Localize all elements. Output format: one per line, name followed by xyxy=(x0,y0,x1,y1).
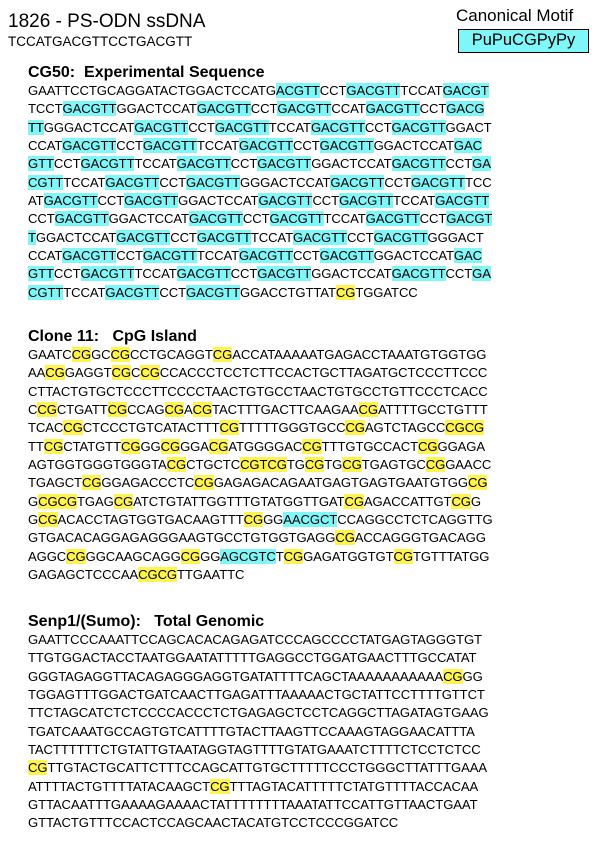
motif-highlight: GA xyxy=(472,266,491,282)
sequence-segment: CCT xyxy=(445,266,473,282)
cpg-highlight: CG xyxy=(243,512,264,528)
sequence-segment: TTGAATTC xyxy=(177,567,245,583)
cpg-highlight: CG xyxy=(120,438,141,454)
sequence-segment: GTTACTGTTTCCACTCCAGCAACTACATGTCCTCCCGGATCC xyxy=(28,815,399,831)
sequence-segment: AA xyxy=(28,365,46,381)
sequence-segment: CCT xyxy=(419,101,447,117)
motif-highlight: GACGTT xyxy=(62,101,117,117)
sequence-line xyxy=(28,741,608,759)
sequence-segment: TGTTTATGG xyxy=(412,548,490,564)
sequence-block xyxy=(28,631,608,833)
sequence-segment: ATCTGTATTGGTTTGTATGGTTGAT xyxy=(133,493,345,509)
motif-label: Canonical Motif xyxy=(456,6,574,25)
motif-highlight: GACGTT xyxy=(319,138,374,154)
motif-highlight: GACGTT xyxy=(62,248,117,264)
motif-highlight: GACGTT xyxy=(365,101,420,117)
motif-highlight: GACGTT xyxy=(142,138,197,154)
cpg-highlight: CG xyxy=(358,402,378,418)
sequence-segment: TCCAT xyxy=(393,193,436,209)
sequence-segment: CCT xyxy=(419,211,447,227)
sequence-segment: CCT xyxy=(28,211,55,227)
sequence-line xyxy=(28,438,608,456)
motif-highlight: AGCGTC xyxy=(220,548,276,564)
sequence-line xyxy=(28,210,608,228)
sequence-line xyxy=(28,265,608,283)
sequence-segment: GGGACTCCAT xyxy=(43,119,135,135)
sequence-segment: CCT xyxy=(364,119,392,135)
sequence-block xyxy=(28,346,608,584)
cpg-highlight: CG xyxy=(111,365,131,381)
motif-highlight: GACGTT xyxy=(257,266,312,282)
cpg-highlight: CG xyxy=(219,420,239,436)
sequence-line xyxy=(28,474,608,492)
sequence-segment: CCT xyxy=(312,193,340,209)
cpg-highlight: CG xyxy=(192,402,213,418)
motif-highlight: GACGTT xyxy=(80,156,135,172)
sequence-segment: G xyxy=(28,493,39,509)
sequence-segment: TTTAGTACATTTTTCTATGTTTTACCACAA xyxy=(229,778,479,794)
sequence-segment: GGA xyxy=(180,438,209,454)
sequence-segment: CCAT xyxy=(331,101,366,117)
sequence-segment: TGAGTGC xyxy=(361,457,426,473)
sequence-segment: TACTTTGACTTCAAGAA xyxy=(212,402,359,418)
oligo-sequence: TCCATGACGTTCCTGACGTT xyxy=(8,34,193,49)
sequence-segment: GGAGACCCTC xyxy=(101,475,195,491)
sequence-segment: CCT xyxy=(250,101,278,117)
sequence-line xyxy=(28,364,608,382)
sequence-segment: GAATC xyxy=(28,347,72,362)
motif-highlight: GACGTT xyxy=(188,211,243,227)
sequence-segment: GC xyxy=(91,347,111,362)
sequence-segment: TGGAGTTTGGACTGATCAACTTGAGATTTAAAAACTGCTATTCCTTTTGTTCT xyxy=(28,687,485,703)
sequence-line xyxy=(28,529,608,547)
sequence-line xyxy=(28,493,608,511)
sequence-line xyxy=(28,723,608,741)
sequence-segment: GGGACT xyxy=(427,229,484,245)
cpg-highlight: CG xyxy=(166,457,187,473)
sequence-segment: AT xyxy=(28,193,44,209)
sequence-line xyxy=(28,511,608,529)
sequence-segment: CCTGCAGGT xyxy=(130,347,213,362)
sequence-segment: CCT xyxy=(292,248,320,264)
section-title: Senp1/(Sumo): Total Genomic xyxy=(28,613,265,630)
motif-highlight: GACGTT xyxy=(277,101,332,117)
cpg-highlight: CG xyxy=(63,420,83,436)
cpg-highlight: CG xyxy=(212,347,233,362)
motif-highlight: GACGTT xyxy=(176,266,231,282)
motif-highlight: GTT xyxy=(28,156,54,172)
sequence-line xyxy=(28,704,608,722)
section-clone11 xyxy=(28,328,608,584)
sequence-segment: GAACC xyxy=(445,457,492,473)
sequence-segment: G xyxy=(470,493,481,509)
sequence-segment: CTGATT xyxy=(56,402,108,418)
sequence-segment: CTCCCTGTCATACTTT xyxy=(82,420,220,436)
sequence-segment: TTCTAGCATCTCTCCCCACCCTCTGAGAGCTCCTCAGGCTTAGATAGTGAAG xyxy=(28,705,489,721)
sequence-segment: CCAG xyxy=(127,402,165,418)
sequence-block xyxy=(28,82,608,302)
sequence-segment: CCT xyxy=(116,248,143,264)
sequence-segment: TCC xyxy=(464,174,492,190)
motif-highlight: GACGTT xyxy=(105,174,160,190)
sequence-segment: ACACCTAGTGGTGACAAGTTT xyxy=(57,512,244,528)
motif-box: PuPuCGPyPy xyxy=(458,29,589,53)
cpg-highlight: CG xyxy=(342,457,362,473)
motif-highlight: GACGTT xyxy=(186,284,240,300)
sequence-segment: CCT xyxy=(230,266,258,282)
cpg-highlight: CG xyxy=(71,347,92,362)
sequence-segment: TTGTACTGCATTCTTTCCAGCATTGTGCTTTTTCCCTGGGCTTATTTGAAA xyxy=(47,760,487,776)
sequence-segment: GAGAGACAGAATGAGTGAGTGAATGTGG xyxy=(213,475,468,491)
motif-highlight: GACGTT xyxy=(43,193,98,209)
cpg-highlight: CG xyxy=(164,402,184,418)
sequence-segment: CCT xyxy=(319,83,347,98)
sequence-segment: ATTTTACTGTTTTATACAAGCT xyxy=(28,778,211,794)
cpg-highlight: CGCG xyxy=(38,493,77,509)
sequence-segment: TG xyxy=(324,457,343,473)
sequence-segment: TACTTTTTTCTGTATTGTAATAGGTAGTTTTGTATGAAATCTTTTCTCCTCTCC xyxy=(28,742,481,758)
motif-highlight: GACGTT xyxy=(411,174,465,190)
cpg-highlight: CG xyxy=(28,760,48,776)
sequence-line xyxy=(28,456,608,474)
sequence-segment: TCCAT xyxy=(196,248,240,264)
cpg-highlight: CG xyxy=(113,493,134,509)
sequence-segment: C xyxy=(28,402,38,418)
motif-highlight: AACGCT xyxy=(283,512,338,528)
motif-highlight: GACGTT xyxy=(239,138,293,154)
cpg-highlight: CG xyxy=(335,284,356,300)
cpg-highlight: CG xyxy=(194,475,214,491)
motif-highlight: GTT xyxy=(28,266,54,282)
sequence-segment: GTTACAATTTGAAAAGAAAACTATTTTTTTTAAATATTCCATTGTTAACTGAAT xyxy=(28,797,478,813)
cpg-highlight: CGTCG xyxy=(240,457,287,473)
sequence-segment: AGACCATTGT xyxy=(363,493,452,509)
sequence-segment: TGGATCC xyxy=(355,284,418,300)
sequence-segment: GG xyxy=(263,512,284,528)
sequence-segment: GGACTCCAT xyxy=(311,266,392,282)
sequence-segment: GAGGT xyxy=(64,365,112,381)
motif-highlight: GAC xyxy=(453,138,482,154)
cpg-highlight: CG xyxy=(43,438,64,454)
sequence-segment: CTGCTC xyxy=(186,457,241,473)
sequence-segment: GAATTCCCAAATTCCAGCACACAGAGATCCCAGCCCCTATGAGTAGGGTGT xyxy=(28,632,482,647)
sequence-segment: CCT xyxy=(159,284,187,300)
section-senp1 xyxy=(28,613,608,833)
motif-highlight: CGTT xyxy=(28,174,64,190)
motif-highlight: GACGTT xyxy=(391,156,446,172)
sequence-line xyxy=(28,566,608,584)
sequence-line xyxy=(28,631,608,649)
cpg-highlight: CG xyxy=(208,438,229,454)
sequence-segment: CCT xyxy=(384,174,411,190)
cpg-highlight: CG xyxy=(283,548,304,564)
sequence-segment: GAGAGCTCCCAA xyxy=(28,567,139,583)
sequence-line xyxy=(28,401,608,419)
sequence-line xyxy=(28,229,608,247)
cpg-highlight: CG xyxy=(210,778,230,794)
sequence-segment: AGGC xyxy=(28,548,67,564)
sequence-segment: CCAT xyxy=(28,138,63,154)
sequence-segment: CCT xyxy=(159,174,187,190)
sequence-segment: G xyxy=(28,512,39,528)
sequence-line xyxy=(28,778,608,796)
motif-highlight: GACGTT xyxy=(214,119,269,135)
motif-highlight: T xyxy=(28,229,36,245)
cpg-highlight: CGCG xyxy=(445,420,485,436)
cpg-highlight: CG xyxy=(180,548,201,564)
sequence-segment: GAGATGGTGT xyxy=(303,548,394,564)
sequence-line xyxy=(28,548,608,566)
cpg-highlight: CG xyxy=(418,438,438,454)
sequence-segment: TCCAT xyxy=(196,138,240,154)
sequence-segment: CTATGTT xyxy=(63,438,121,454)
sequence-segment: CCT xyxy=(230,156,258,172)
motif-highlight: GACGTT xyxy=(391,266,446,282)
sequence-segment: TCCT xyxy=(28,101,63,117)
motif-highlight: GACGTT xyxy=(257,156,312,172)
sequence-segment: CCAT xyxy=(28,248,63,264)
sequence-line xyxy=(28,82,608,100)
sequence-line xyxy=(28,383,608,401)
cpg-highlight: CG xyxy=(140,365,160,381)
sequence-line xyxy=(28,649,608,667)
motif-highlight: GACGTT xyxy=(80,266,135,282)
motif-highlight: GACGTT xyxy=(330,174,385,190)
sequence-segment: CCT xyxy=(445,156,473,172)
sequence-line xyxy=(28,668,608,686)
sequence-segment: TCCAT xyxy=(250,229,293,245)
motif-highlight: GA xyxy=(472,156,491,172)
sequence-segment: CCT xyxy=(346,229,374,245)
motif-highlight: GACGTT xyxy=(269,211,324,227)
sequence-line xyxy=(28,119,608,137)
cpg-highlight: CG xyxy=(37,402,57,418)
motif-highlight: GACGTT xyxy=(365,211,420,227)
cpg-highlight: CG xyxy=(425,457,446,473)
sequence-segment: AGTGGTGGGTGGGTA xyxy=(28,457,167,473)
sequence-segment: TGATCAAATGCCAGTGTCATTTTGTACTTAAGTTCCAAAGTAGGAACATTTA xyxy=(28,723,475,739)
sequence-line xyxy=(28,155,608,173)
cpg-highlight: CG xyxy=(451,493,471,509)
sequence-segment: ACCAGGGTGACAGG xyxy=(354,530,486,546)
motif-highlight: TT xyxy=(28,119,44,135)
sequence-segment: GGACTCCAT xyxy=(35,229,117,245)
sequence-segment: GG xyxy=(140,438,161,454)
sequence-line xyxy=(28,346,608,364)
sequence-segment: ATTTTGCCTGTTT xyxy=(377,402,488,418)
sequence-segment: GGACT xyxy=(445,119,492,135)
section-title: CG50: Experimental Sequence xyxy=(28,64,265,81)
sequence-segment: TCCAT xyxy=(400,83,443,98)
sequence-segment: CCT xyxy=(53,266,81,282)
sequence-line xyxy=(28,100,608,118)
motif-highlight: GACGTT xyxy=(435,193,490,209)
cpg-highlight: CG xyxy=(304,457,325,473)
sequence-line xyxy=(28,174,608,192)
sequence-segment: CCT xyxy=(116,138,143,154)
sequence-segment: GGACTCCAT xyxy=(311,156,392,172)
sequence-line xyxy=(28,284,608,302)
sequence-line xyxy=(28,814,608,832)
motif-highlight: GACGTT xyxy=(54,211,109,227)
sequence-segment: TGAGCT xyxy=(28,475,82,491)
motif-highlight: GACGT xyxy=(446,211,493,227)
sequence-segment: TTGTGGACTACCTAATGGAATATTTTTGAGGCCTGGATGAACTTTGCCATAT xyxy=(28,650,477,666)
cpg-highlight: CG xyxy=(467,475,488,491)
motif-highlight: GACGTT xyxy=(142,248,197,264)
motif-highlight: GACGTT xyxy=(196,229,251,245)
sequence-segment: TCCAT xyxy=(134,156,177,172)
cpg-highlight: CG xyxy=(38,512,58,528)
cpg-highlight: CG xyxy=(160,438,181,454)
sequence-segment: TCCAT xyxy=(134,266,177,282)
sequence-segment: TCCAT xyxy=(63,174,106,190)
motif-highlight: GACGT xyxy=(442,83,489,98)
cpg-highlight: CG xyxy=(302,438,322,454)
motif-highlight: GACGTT xyxy=(116,229,171,245)
sequence-segment: A xyxy=(183,402,193,418)
sequence-segment: GGAGA xyxy=(437,438,486,454)
motif-highlight: GACGTT xyxy=(310,119,365,135)
sequence-line xyxy=(28,137,608,155)
sequence-segment: CCT xyxy=(97,193,125,209)
motif-highlight: GACGTT xyxy=(258,193,313,209)
motif-highlight: GAC xyxy=(453,248,482,264)
cpg-highlight: CG xyxy=(443,668,463,684)
sequence-segment: TCCAT xyxy=(63,284,106,300)
sequence-segment: CCACCCTCCTCTTCCACTGCTTAGATGCTCCCTTCCC xyxy=(159,365,488,381)
sequence-segment: TGAG xyxy=(76,493,114,509)
sequence-segment: C xyxy=(130,365,141,381)
sequence-segment: GGACTCCAT xyxy=(373,248,454,264)
sequence-segment: GAATTCCTGCAGGATACTGGACTCCATG xyxy=(28,83,276,98)
sequence-segment: TTTGTGCCACT xyxy=(321,438,419,454)
motif-highlight: GACGTT xyxy=(391,119,446,135)
sequence-line xyxy=(28,192,608,210)
sequence-segment: CCT xyxy=(170,229,197,245)
motif-highlight: GACGTT xyxy=(239,248,293,264)
section-cg50 xyxy=(28,64,608,302)
sequence-segment: GG xyxy=(200,548,221,564)
cpg-highlight: CG xyxy=(66,548,86,564)
sequence-segment: GGACCTGTTAT xyxy=(239,284,336,300)
sequence-segment: CCAGGCCTCTCAGGTTG xyxy=(337,512,493,528)
cpg-highlight: CG xyxy=(345,420,365,436)
motif-highlight: CGTT xyxy=(28,284,64,300)
sequence-segment: TG xyxy=(286,457,305,473)
sequence-segment: GGACTCCAT xyxy=(108,211,189,227)
sequence-segment: TTTTTGGGTGCC xyxy=(239,420,346,436)
section-title: Clone 11: CpG Island xyxy=(28,328,197,345)
sequence-segment: CTTACTGTGCTCCCTTCCCCTAACTGTGCCTAACTGTGCCTGTTCCCTCACC xyxy=(28,383,488,399)
sequence-segment: GGACTCCAT xyxy=(178,193,259,209)
sequence-segment: TT xyxy=(28,438,44,454)
cpg-highlight: CG xyxy=(81,475,102,491)
motif-highlight: GACGTT xyxy=(105,284,160,300)
cpg-highlight: CG xyxy=(110,347,130,362)
sequence-segment: AGTCTAGCC xyxy=(364,420,446,436)
sequence-line xyxy=(28,686,608,704)
motif-highlight: ACGTT xyxy=(275,83,320,98)
sequence-segment: TCAC xyxy=(28,420,64,436)
cpg-highlight: CG xyxy=(107,402,128,418)
cpg-highlight: CG xyxy=(344,493,364,509)
motif-highlight: GACGTT xyxy=(196,101,251,117)
sequence-segment: ATGGGGAC xyxy=(228,438,303,454)
sequence-segment: TCCAT xyxy=(323,211,366,227)
motif-highlight: GACGTT xyxy=(373,229,428,245)
sequence-segment: GGACTCCAT xyxy=(373,138,454,154)
cpg-highlight: CGCG xyxy=(138,567,178,583)
cpg-highlight: CG xyxy=(335,530,355,546)
motif-highlight: GACG xyxy=(446,101,485,117)
sequence-line xyxy=(28,759,608,777)
sequence-segment: CCT xyxy=(292,138,320,154)
motif-highlight: GACGTT xyxy=(124,193,179,209)
motif-highlight: GACGTT xyxy=(319,248,374,264)
motif-highlight: GACGTT xyxy=(134,119,189,135)
sequence-line xyxy=(28,796,608,814)
sequence-segment: CCT xyxy=(53,156,81,172)
cpg-highlight: CG xyxy=(393,548,413,564)
sequence-segment: GGACTCCAT xyxy=(116,101,197,117)
sequence-line xyxy=(28,247,608,265)
sequence-segment: TCCAT xyxy=(268,119,311,135)
sequence-segment: GGCAAGCAGG xyxy=(85,548,181,564)
document-title: 1826 - PS-ODN ssDNA xyxy=(8,11,206,32)
sequence-segment: ACCATAAAAATGAGACCTAAATGTGGTGG xyxy=(232,347,487,362)
sequence-segment: GGGACTCCAT xyxy=(239,174,331,190)
cpg-highlight: CG xyxy=(45,365,65,381)
sequence-segment: CCT xyxy=(242,211,270,227)
sequence-line xyxy=(28,419,608,437)
motif-highlight: GACGTT xyxy=(339,193,394,209)
motif-highlight: GACGTT xyxy=(186,174,240,190)
motif-highlight: GACGTT xyxy=(62,138,117,154)
motif-highlight: GACGTT xyxy=(346,83,401,98)
sequence-segment: CCT xyxy=(188,119,215,135)
sequence-segment: GTGACACAGGAGAGGGAAGTGCCTGTGGTGAGG xyxy=(28,530,336,546)
motif-highlight: GACGTT xyxy=(292,229,347,245)
sequence-segment: T xyxy=(275,548,284,564)
sequence-segment: GGGTAGAGGTTACAGAGGGAGGTGATATTTTCAGCTAAAAAAAAAAA xyxy=(28,668,444,684)
sequence-segment: GG xyxy=(462,668,483,684)
motif-highlight: GACGTT xyxy=(176,156,231,172)
